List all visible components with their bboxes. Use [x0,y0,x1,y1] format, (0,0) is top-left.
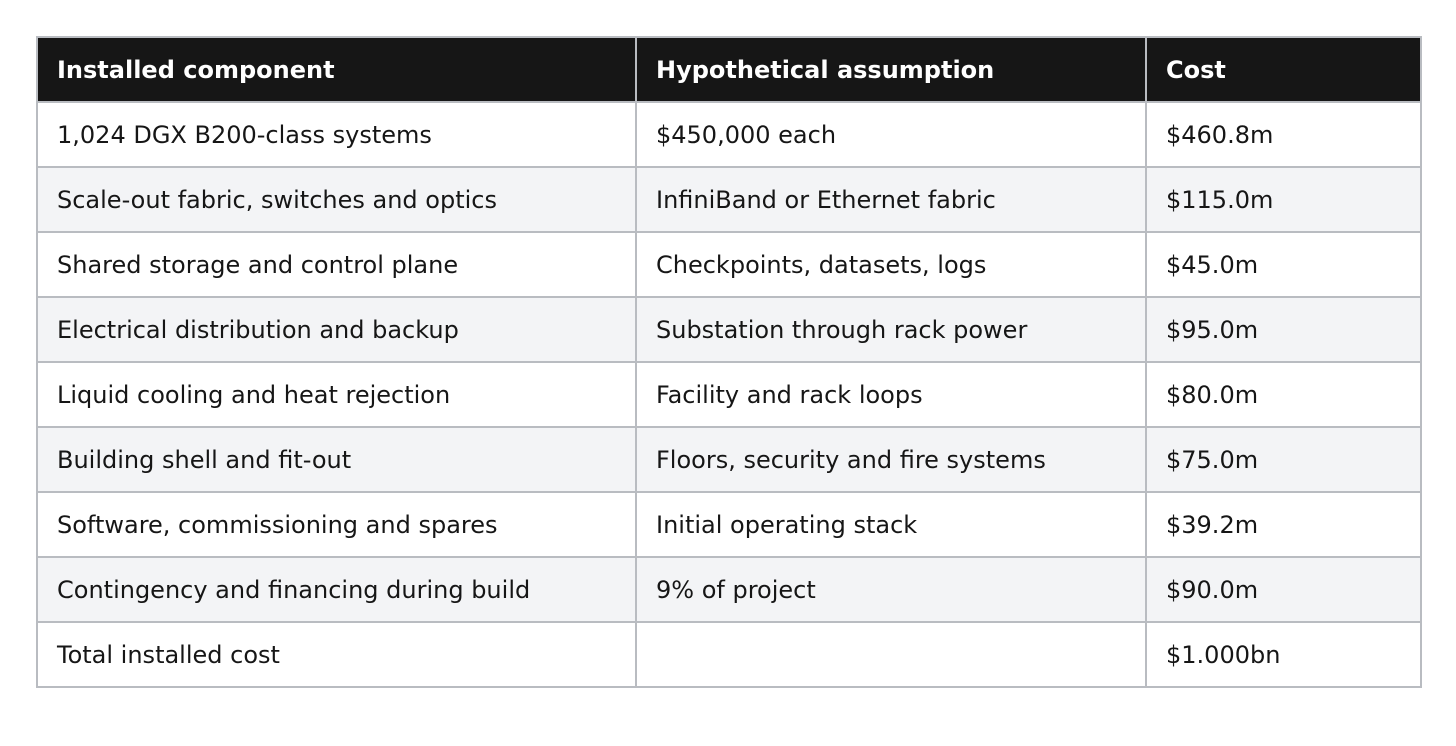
table-row [37,232,1421,297]
component-cell: Scale-out fabric, switches and optics [37,167,636,232]
cost-table [36,36,1422,688]
assumption-cell: InfiniBand or Ethernet fabric [636,167,1146,232]
cost-cell: $90.0m [1146,557,1421,622]
assumption-cell: $450,000 each [636,102,1146,167]
component-cell: Software, commissioning and spares [37,492,636,557]
header-hypothetical-assumption: Hypothetical assumption [636,37,1146,102]
table-row [37,102,1421,167]
table-row [37,492,1421,557]
total-row [37,622,1421,687]
table-row [37,557,1421,622]
table-row [37,362,1421,427]
component-cell: Building shell and fit-out [37,427,636,492]
cost-cell: $115.0m [1146,167,1421,232]
cost-cell: $45.0m [1146,232,1421,297]
table-row [37,427,1421,492]
table-row [37,167,1421,232]
assumption-cell: Floors, security and fire systems [636,427,1146,492]
total-assumption-cell [636,622,1146,687]
table-row [37,297,1421,362]
component-cell: Liquid cooling and heat rejection [37,362,636,427]
cost-cell: $80.0m [1146,362,1421,427]
table-body [37,102,1421,687]
component-cell: Contingency and financing during build [37,557,636,622]
header-installed-component: Installed component [37,37,636,102]
assumption-cell: Substation through rack power [636,297,1146,362]
cost-cell: $460.8m [1146,102,1421,167]
assumption-cell: Checkpoints, datasets, logs [636,232,1146,297]
table-header [37,37,1421,102]
total-label-cell: Total installed cost [37,622,636,687]
cost-cell: $39.2m [1146,492,1421,557]
header-cost: Cost [1146,37,1421,102]
component-cell: 1,024 DGX B200-class systems [37,102,636,167]
assumption-cell: Initial operating stack [636,492,1146,557]
component-cell: Electrical distribution and backup [37,297,636,362]
cost-table-container [36,36,1420,688]
assumption-cell: Facility and rack loops [636,362,1146,427]
total-cost-cell: $1.000bn [1146,622,1421,687]
cost-cell: $95.0m [1146,297,1421,362]
component-cell: Shared storage and control plane [37,232,636,297]
header-row [37,37,1421,102]
assumption-cell: 9% of project [636,557,1146,622]
cost-cell: $75.0m [1146,427,1421,492]
